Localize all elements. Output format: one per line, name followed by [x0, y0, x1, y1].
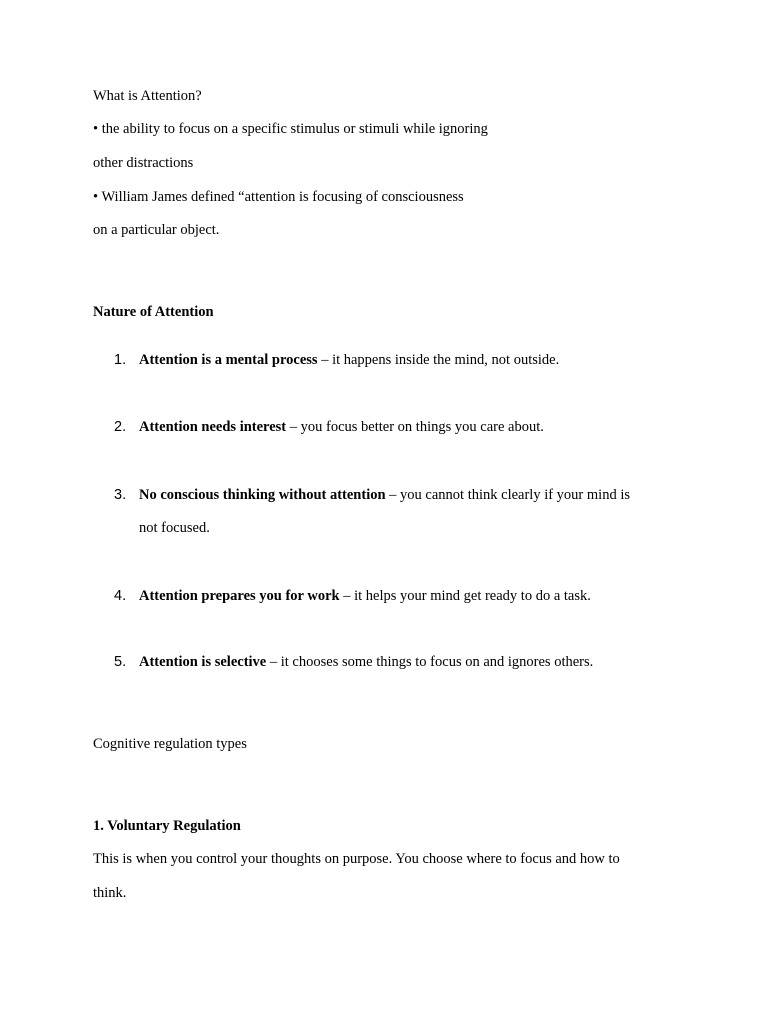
list-item	[139, 486, 630, 504]
list-item-desc: – it helps your mind get ready to do a task.	[339, 588, 591, 604]
intro-heading: What is Attention?	[93, 88, 202, 104]
list-item-desc: – it chooses some things to focus on and ignores others.	[266, 654, 594, 670]
list-number: 5.	[114, 654, 127, 670]
list-item-term: Attention prepares you for work	[139, 588, 340, 604]
list-item-term: No conscious thinking without attention	[139, 487, 386, 503]
voluntary-paragraph-line-2: think.	[93, 885, 127, 901]
list-item-continuation: not focused.	[139, 520, 210, 536]
list-number: 3.	[114, 487, 127, 503]
list-item-desc: – it happens inside the mind, not outside.	[317, 352, 560, 368]
intro-bullet-2-line-1: • William James defined “attention is focusing of consciousness	[93, 189, 464, 205]
intro-bullet-1-line-1: • the ability to focus on a specific stimulus or stimuli while ignoring	[93, 121, 488, 137]
list-item-term: Attention is selective	[139, 654, 267, 670]
list-number: 4.	[114, 588, 127, 604]
list-item	[139, 418, 544, 436]
list-item-term: Attention needs interest	[139, 419, 287, 435]
list-item	[139, 653, 593, 671]
list-item-desc: – you focus better on things you care about.	[286, 419, 544, 435]
list-item-desc: – you cannot think clearly if your mind is	[385, 487, 630, 503]
list-item-term: Attention is a mental process	[139, 352, 318, 368]
list-item	[139, 587, 591, 605]
intro-bullet-2-line-2: on a particular object.	[93, 222, 220, 238]
cognitive-heading: Cognitive regulation types	[93, 736, 247, 752]
nature-heading: Nature of Attention	[93, 304, 214, 320]
list-item	[139, 351, 559, 369]
list-number: 1.	[114, 352, 127, 368]
intro-bullet-1-line-2: other distractions	[93, 155, 194, 171]
voluntary-paragraph-line-1: This is when you control your thoughts on purpose. You choose where to focus and how to	[93, 851, 620, 867]
list-number: 2.	[114, 419, 127, 435]
voluntary-heading: 1. Voluntary Regulation	[93, 818, 241, 834]
